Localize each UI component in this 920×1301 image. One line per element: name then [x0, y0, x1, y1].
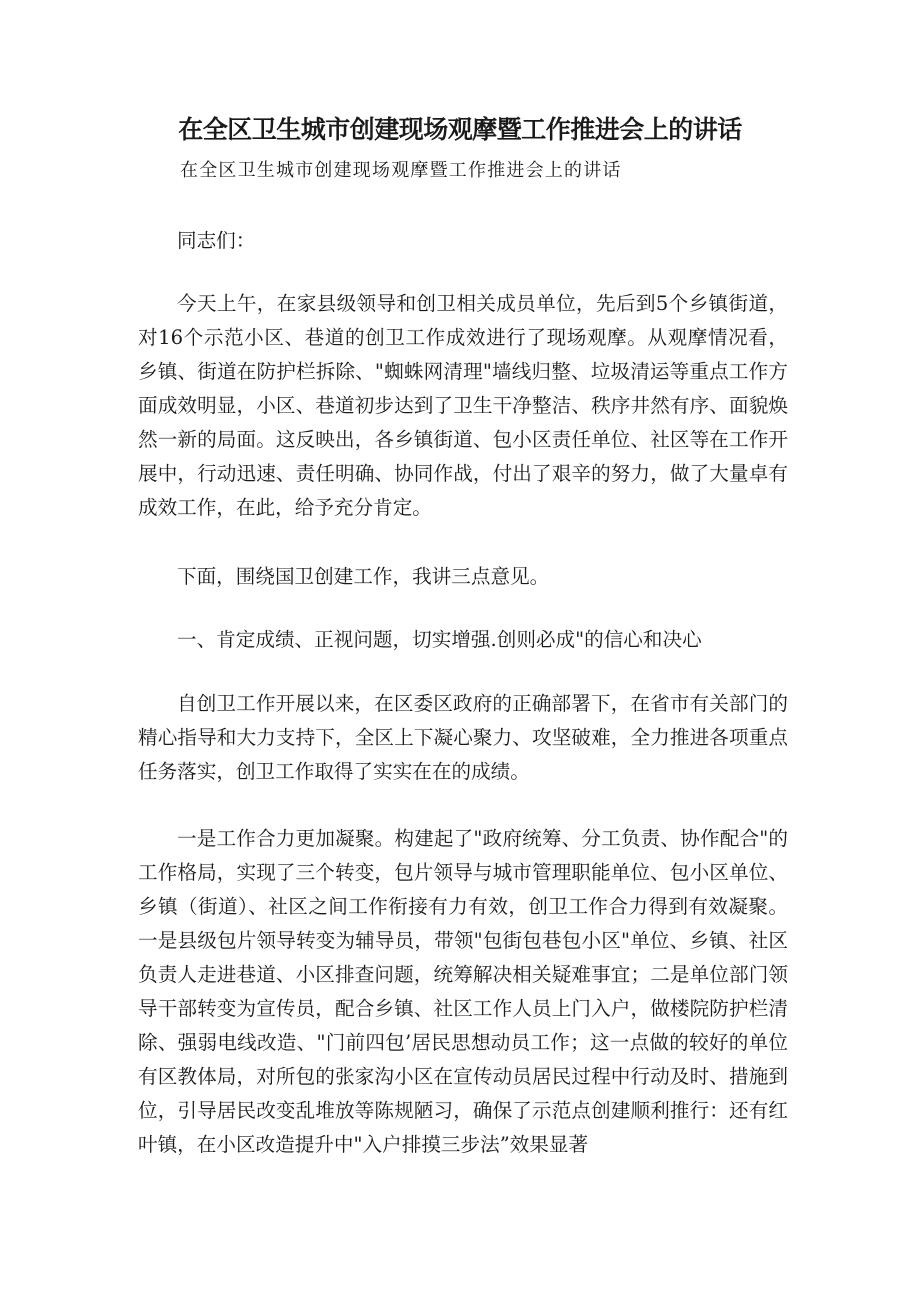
document-subtitle: 在全区卫生城市创建现场观摩暨工作推进会上的讲话 — [180, 160, 622, 181]
paragraph-point-1: 一是工作合力更加凝聚。构建起了"政府统筹、分工负责、协作配合"的工作格局，实现了三个转变，包片领导与城市管理职能单位、包小区单位、乡镇（街道）、社区之间工作衔接有力有效，创卫工作合力得到有效凝聚。一是县级包片领导转变为辅导员，带领"包街包巷包小区"单位、乡镇、社区负责人走进巷道、小区排查问题，统筹解决相关疑难事宜；二是单位部门领导干部转变为宣传员，配合乡镇、社区工作人员上门入户，做楼院防护栏清除、强弱电线改造、"门前四包’居民思想动员工作；这一点做的较好的单位有区教体局，对所包的张家沟小区在宣传动员居民过程中行动及时、措施到位，引导居民改变乱堆放等陈规陋习，确保了示范点创建顺利推行：还有红叶镇，在小区改造提升中"入户排摸三步法”效果显著 — [138, 827, 788, 1156]
document-title: 在全区卫生城市创建现场观摩暨工作推进会上的讲话 — [178, 115, 742, 144]
section-heading-1: 一、肯定成绩、正视问题，切实增强.创则必成"的信心和决心 — [177, 628, 702, 651]
salutation: 同志们： — [177, 229, 256, 252]
paragraph-opening: 今天上午，在家县级领导和创卫相关成员单位，先后到5个乡镇街道，对16个示范小区、巷道的创卫工作成效进行了现场观摩。从观摩情况看，乡镇、街道在防护栏拆除、"蜘蛛网清理"墙线归整、垃圾清运等重点工作方面成效明显，小区、巷道初步达到了卫生干净整洁、秩序井然有序、面貌焕然一新的局面。这反映出，各乡镇街道、包小区责任单位、社区等在工作开展中，行动迅速、责任明确、协同作战，付出了艰辛的努力，做了大量卓有成效工作，在此，给予充分肯定。 — [138, 292, 788, 519]
paragraph-achievements: 自创卫工作开展以来，在区委区政府的正确部署下，在省市有关部门的精心指导和大力支持下，全区上下凝心聚力、攻坚破难，全力推进各项重点任务落实，创卫工作取得了实实在在的成绩。 — [138, 692, 788, 783]
paragraph-intro-points: 下面，围绕国卫创建工作，我讲三点意见。 — [177, 565, 550, 588]
